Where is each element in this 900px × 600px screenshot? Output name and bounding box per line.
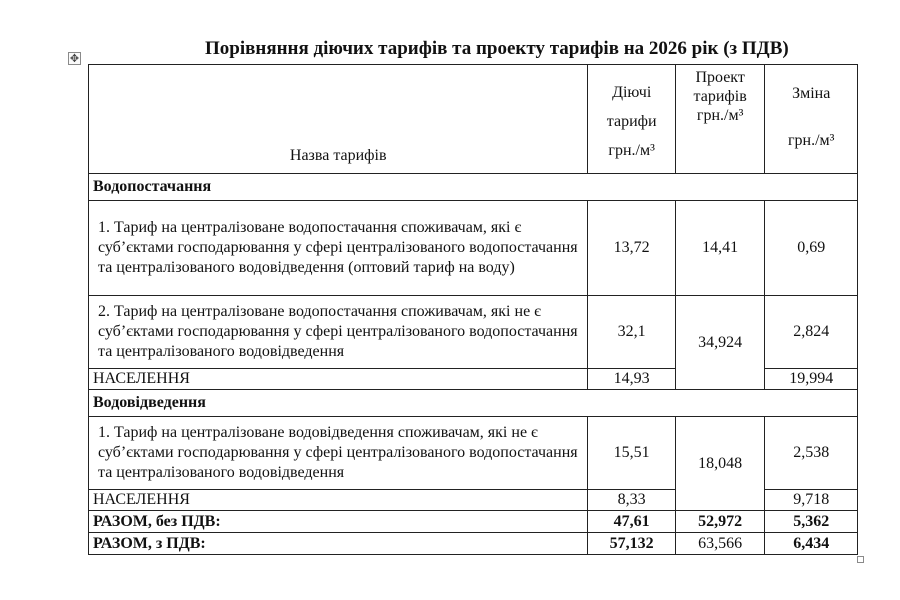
header-change: Зміна грн./м³ (765, 65, 858, 174)
current-value: 14,93 (588, 369, 675, 390)
current-value: 32,1 (588, 296, 675, 369)
tariff-description: 1. Тариф на централізоване водовідведення споживачам, які не є суб’єктами господарювання у сфері централізованого водопостачання та централізованого водовідведення (89, 417, 588, 490)
tariff-description: 1. Тариф на централізоване водопостачання споживачам, які є суб’єктами господарювання у сфері централізованого водопостачання та централізованого водовідведення (оптовий тариф на воду) (89, 201, 588, 296)
change-value: 9,718 (765, 490, 858, 511)
change-value: 2,538 (765, 417, 858, 490)
change-value: 2,824 (765, 296, 858, 369)
total-current: 47,61 (588, 511, 675, 533)
table-row (89, 296, 858, 369)
table-row (89, 201, 858, 296)
table-row (89, 417, 858, 490)
total-row-no-vat (89, 511, 858, 533)
section-title: Водовідведення (89, 390, 858, 417)
total-change: 5,362 (765, 511, 858, 533)
total-project: 52,972 (675, 511, 765, 533)
project-value: 34,924 (675, 296, 765, 390)
project-value: 18,048 (675, 417, 765, 511)
table-move-handle-icon[interactable]: ✥ (69, 52, 80, 65)
population-label: НАСЕЛЕННЯ (89, 490, 588, 511)
total-current: 57,132 (588, 533, 675, 555)
section-row-water-supply (89, 174, 858, 201)
total-change: 6,434 (765, 533, 858, 555)
table-resize-handle-icon[interactable] (857, 556, 864, 563)
tariff-table (88, 64, 858, 555)
project-value: 14,41 (675, 201, 765, 296)
total-label: РАЗОМ, з ПДВ: (89, 533, 588, 555)
change-value: 0,69 (765, 201, 858, 296)
total-label: РАЗОМ, без ПДВ: (89, 511, 588, 533)
tariff-description: 2. Тариф на централізоване водопостачання споживачам, які не є суб’єктами господарювання у сфері централізованого водопостачання та централізованого водовідведення (89, 296, 588, 369)
header-project: Проект тарифів грн./м³ (675, 65, 765, 174)
page-title (205, 38, 789, 60)
header-name: Назва тарифів (89, 65, 588, 174)
current-value: 15,51 (588, 417, 675, 490)
header-row (89, 65, 858, 174)
section-title: Водопостачання (89, 174, 858, 201)
total-project: 63,566 (675, 533, 765, 555)
change-value: 19,994 (765, 369, 858, 390)
section-row-drainage (89, 390, 858, 417)
current-value: 8,33 (588, 490, 675, 511)
title-text: Порівняння діючих тарифів та проекту тарифів на 2026 рік (з ПДВ) (205, 38, 789, 59)
current-value: 13,72 (588, 201, 675, 296)
population-label: НАСЕЛЕННЯ (89, 369, 588, 390)
total-row-with-vat (89, 533, 858, 555)
header-current: Діючі тарифи грн./м³ (588, 65, 675, 174)
